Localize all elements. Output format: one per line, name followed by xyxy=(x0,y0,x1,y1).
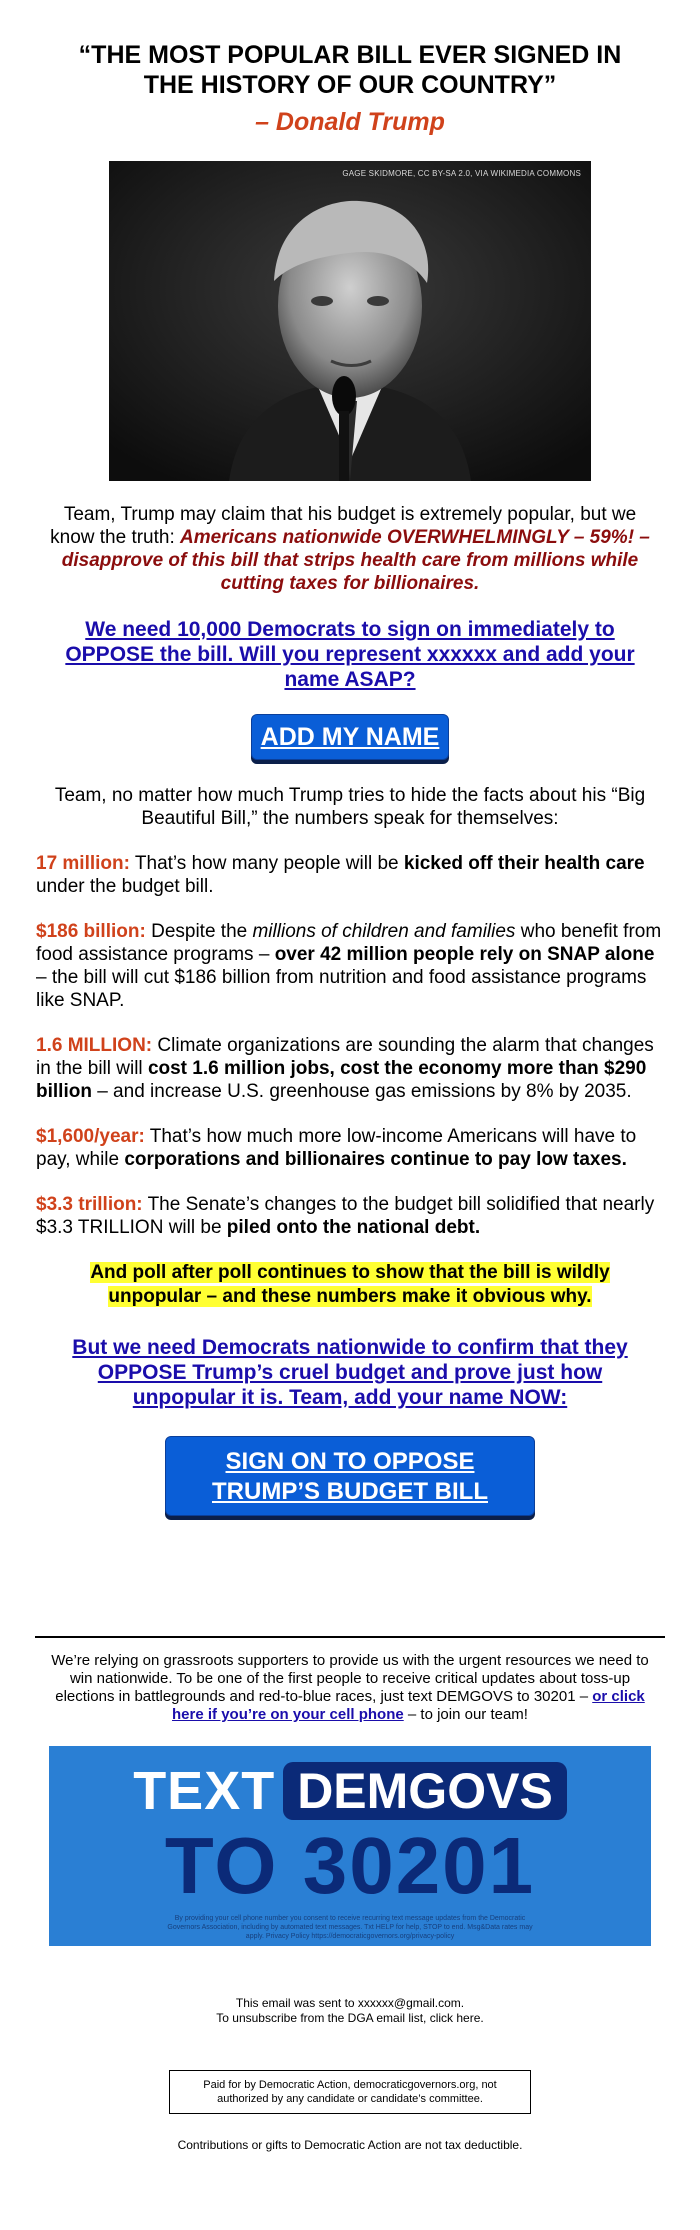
stat-bold: piled onto the national debt. xyxy=(226,1217,481,1238)
stat-italic: millions of children and families xyxy=(252,921,516,942)
stat-1600-year xyxy=(0,1125,700,1171)
stat-bold: over 42 million people rely on SNAP alone xyxy=(274,944,655,965)
stat-186-billion xyxy=(0,920,700,1012)
stat-number: $3.3 trillion: xyxy=(36,1194,143,1215)
stat-text: – the bill will cut $186 billion from nutrition and food assistance programs like SNAP. xyxy=(36,967,647,1011)
paid-for-box: Paid for by Democratic Action, democraticgovernors.org, not authorized by any candidate or candidate’s committee. xyxy=(169,2070,531,2114)
confirm-opposition-link[interactable]: But we need Democrats nationwide to confirm that they OPPOSE Trump’s cruel budget and prove just how unpopular it is. Team, add your name NOW: xyxy=(72,1336,628,1409)
banner-keyword: DEMGOVS xyxy=(283,1762,567,1820)
stat-text: That’s how much more low-income Americans will have to pay, while xyxy=(36,1126,637,1170)
banner-row1 xyxy=(49,1762,651,1820)
stat-text: Climate organizations are sounding the alarm that changes in the bill will xyxy=(36,1035,654,1079)
tax-disclaimer: Contributions or gifts to Democratic Action are not tax deductible. xyxy=(177,2138,523,2152)
email-notice xyxy=(0,1996,700,2026)
facts-intro: Team, no matter how much Trump tries to hide the facts about his “Big Beautiful Bill,” the numbers speak for themselves: xyxy=(54,785,646,829)
cell-phone-link[interactable]: or click here if you’re on your cell phone xyxy=(172,1688,645,1723)
stat-3-3-trillion xyxy=(0,1193,700,1239)
oppose-bill-link[interactable]: We need 10,000 Democrats to sign on immediately to OPPOSE the bill. Will you represent xxxxxx and add your name ASAP? xyxy=(65,618,635,691)
stat-number: 17 million: xyxy=(36,853,130,874)
highlight-paragraph xyxy=(0,1261,700,1309)
stat-text: Despite the xyxy=(145,921,253,942)
stat-number: $1,600/year: xyxy=(36,1126,145,1147)
intro-lead: Team, Trump may claim that his budget is extremely popular, but we know the truth: xyxy=(50,504,637,548)
unsubscribe-line[interactable]: To unsubscribe from the DGA email list, click here. xyxy=(216,2011,484,2025)
add-my-name-button[interactable]: ADD MY NAME xyxy=(251,714,449,760)
stat-bold: cost 1.6 million jobs, cost the economy more than $290 billion xyxy=(36,1058,647,1102)
trump-photo[interactable] xyxy=(109,161,591,481)
quote-attribution: – Donald Trump xyxy=(255,108,445,136)
banner-shortcode: TO 30201 xyxy=(164,1821,536,1910)
sent-to-line: This email was sent to xxxxxx@gmail.com. xyxy=(235,1996,465,2010)
grassroots-text-end: – to join our team! xyxy=(403,1706,528,1723)
stat-text: That’s how many people will be xyxy=(129,853,404,874)
stat-17-million xyxy=(0,852,700,898)
stat-bold: corporations and billionaires continue to pay low taxes. xyxy=(124,1149,627,1170)
quote-headline: “THE MOST POPULAR BILL EVER SIGNED IN THE HISTORY OF OUR COUNTRY” xyxy=(78,41,622,99)
sign-on-button[interactable] xyxy=(165,1436,535,1516)
grassroots-paragraph xyxy=(0,1652,700,1724)
intro-emphasis: Americans nationwide OVERWHELMINGLY – 59%! – disapprove of this bill that strips health care from millions while cutting taxes for billionaires. xyxy=(61,527,650,594)
photo-credit: GAGE SKIDMORE, CC BY-SA 2.0, VIA WIKIMEDIA COMMONS xyxy=(342,169,581,178)
stat-text: – and increase U.S. greenhouse gas emissions by 8% by 2035. xyxy=(91,1081,632,1102)
portrait-image xyxy=(109,161,591,481)
banner-fine-print: By providing your cell phone number you consent to receive recurring text message updates from the Democratic Governors Association, including by automated text messages. Txt HELP for help, STOP to end. Msg&Data rates may apply. Privacy Policy https://democraticgovernors.org/privacy-policy xyxy=(167,1915,533,1940)
highlighted-text: And poll after poll continues to show that the bill is wildly unpopular – and these numbers make it obvious why. xyxy=(90,1262,610,1307)
grassroots-text: We’re relying on grassroots supporters to provide us with the urgent resources we need to win nationwide. To be one of the first people to receive critical updates about toss-up elections in battlegrounds and red-to-blue races, just text DEMGOVS to 30201 – xyxy=(51,1652,649,1705)
stat-text: who benefit from food assistance programs – xyxy=(36,921,662,965)
text-demgovs-banner[interactable] xyxy=(49,1746,651,1946)
footer-divider xyxy=(35,1636,665,1638)
sign-on-button-line1: SIGN ON TO OPPOSE xyxy=(225,1448,475,1475)
sign-on-button-line2: TRUMP’S BUDGET BILL xyxy=(212,1478,488,1505)
stat-text: The Senate’s changes to the budget bill solidified that nearly $3.3 TRILLION will be xyxy=(36,1194,655,1238)
stat-text: under the budget bill. xyxy=(36,876,214,897)
stat-bold: kicked off their health care xyxy=(403,853,645,874)
banner-text-word: TEXT xyxy=(133,1761,276,1821)
stat-number: $186 billion: xyxy=(36,921,146,942)
stat-1-6-million xyxy=(0,1034,700,1103)
intro-paragraph xyxy=(0,503,700,595)
stat-number: 1.6 MILLION: xyxy=(36,1035,153,1056)
